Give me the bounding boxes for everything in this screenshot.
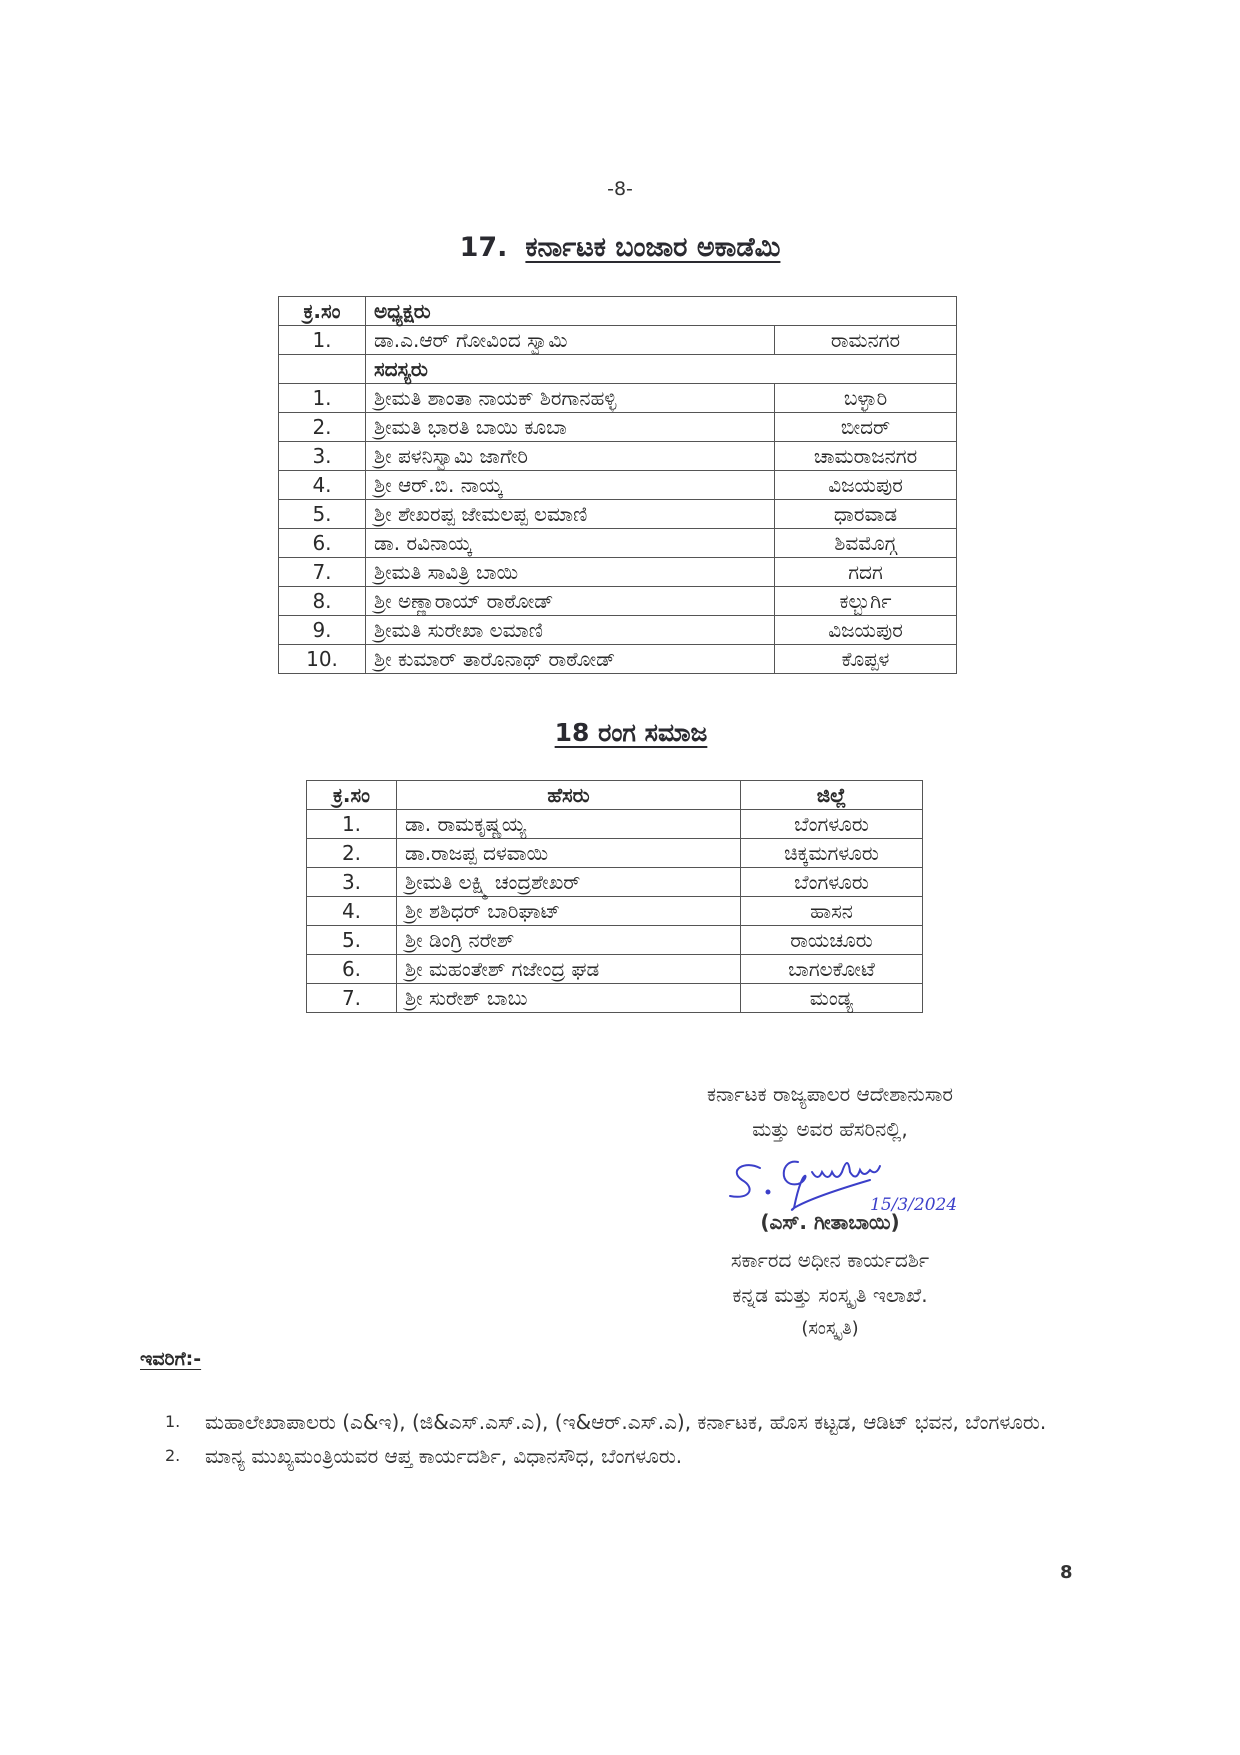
col-sl-header: ಕ್ರ.ಸಂ — [279, 297, 366, 326]
name-cell: ಡಾ.ರಾಜಪ್ಪ ದಳವಾಯಿ — [397, 839, 741, 868]
sl-cell: 4. — [307, 897, 397, 926]
sl-cell: 6. — [279, 529, 366, 558]
sl-cell: 1. — [279, 326, 366, 355]
table-row — [279, 529, 957, 558]
table-header-row — [307, 781, 923, 810]
sl-cell: 7. — [307, 984, 397, 1013]
table-row — [279, 442, 957, 471]
sl-cell: 1. — [279, 384, 366, 413]
section-17-title — [0, 232, 1240, 264]
district-cell: ಬೆಂಗಳೂರು — [741, 868, 923, 897]
signature-stroke-g — [784, 1162, 870, 1210]
sl-cell: 5. — [279, 500, 366, 529]
sl-cell: 9. — [279, 616, 366, 645]
district-cell: ಗದಗ — [775, 558, 957, 587]
name-cell: ಶ್ರೀ ಶೇಖರಪ್ಪ ಜೇಮಲಪ್ಪ ಲಮಾಣಿ — [366, 500, 775, 529]
signatory-subdepartment: (ಸಂಸ್ಕೃತಿ) — [801, 1318, 859, 1339]
handwritten-signature — [720, 1148, 980, 1218]
item-text: ಮಾನ್ಯ ಮುಖ್ಯಮಂತ್ರಿಯವರ ಆಪ್ತ ಕಾರ್ಯದರ್ಶಿ, ವಿಧಾನಸೌಧ, ಬೆಂಗಳೂರು. — [205, 1444, 683, 1468]
col-name-header: ಹೆಸರು — [397, 781, 741, 810]
name-cell: ಶ್ರೀಮತಿ ಸುರೇಖಾ ಲಮಾಣಿ — [366, 616, 775, 645]
district-cell: ಬೆಂಗಳೂರು — [741, 810, 923, 839]
signature-dot — [767, 1191, 770, 1194]
name-cell: ಡಾ. ರವಿನಾಯ್ಕ — [366, 529, 775, 558]
table-row — [307, 897, 923, 926]
distribution-item — [165, 1439, 1095, 1473]
item-number: 2. — [165, 1446, 181, 1465]
sl-cell: 3. — [279, 442, 366, 471]
sl-cell: 4. — [279, 471, 366, 500]
sl-cell: 6. — [307, 955, 397, 984]
name-cell: ಶ್ರೀಮತಿ ಶಾಂತಾ ನಾಯಕ್ ಶಿರಗಾನಹಳ್ಳಿ — [366, 384, 775, 413]
sl-cell: 5. — [307, 926, 397, 955]
table-row — [307, 868, 923, 897]
district-cell: ಬಾಗಲಕೋಟೆ — [741, 955, 923, 984]
district-cell: ಕೊಪ್ಪಳ — [775, 645, 957, 674]
page-footer-number: 8 — [1060, 1562, 1073, 1583]
sl-cell: 2. — [279, 413, 366, 442]
order-line-2: ಮತ್ತು ಅವರ ಹೆಸರಿನಲ್ಲಿ, — [752, 1117, 908, 1141]
item-number: 1. — [165, 1412, 181, 1431]
name-cell: ಶ್ರೀ ಅಣ್ಣಾರಾಯ್ ರಾಠೋಡ್ — [366, 587, 775, 616]
table-row — [307, 926, 923, 955]
district-cell: ಶಿವಮೊಗ್ಗ — [775, 529, 957, 558]
district-cell: ರಾಯಚೂರು — [741, 926, 923, 955]
name-cell: ಶ್ರೀಮತಿ ಲಕ್ಷ್ಮಿ ಚಂದ್ರಶೇಖರ್ — [397, 868, 741, 897]
banjara-academy-table — [278, 296, 957, 674]
order-line-1: ಕರ್ನಾಟಕ ರಾಜ್ಯಪಾಲರ ಆದೇಶಾನುಸಾರ — [706, 1082, 953, 1106]
table-row — [307, 984, 923, 1013]
name-cell: ಶ್ರೀ ಪಳನಿಸ್ವಾಮಿ ಜಾಗೇರಿ — [366, 442, 775, 471]
signature-stroke-name — [812, 1163, 880, 1177]
district-cell: ವಿಜಯಪುರ — [775, 616, 957, 645]
table-header-row — [279, 297, 957, 326]
ranga-samaja-table — [306, 780, 923, 1013]
table-row — [279, 587, 957, 616]
item-text: ಮಹಾಲೇಖಾಪಾಲರು (ಎ&ಇ), (ಜಿ&ಎಸ್.ಎಸ್.ಎ), (ಇ&ಆರ್.ಎಸ್.ಎ), ಕರ್ನಾಟಕ, ಹೊಸ ಕಟ್ಟಡ, ಆಡಿಟ್ ಭವನ, ಬೆಂಗಳೂರು. — [205, 1410, 1047, 1434]
col-sl-header: ಕ್ರ.ಸಂ — [307, 781, 397, 810]
signatory-department: ಕನ್ನಡ ಮತ್ತು ಸಂಸ್ಕೃತಿ ಇಲಾಖೆ. — [732, 1283, 928, 1307]
table-row — [279, 558, 957, 587]
members-heading: ಸದಸ್ಯರು — [366, 355, 957, 384]
page-header-number: -8- — [607, 178, 633, 200]
sl-cell: 10. — [279, 645, 366, 674]
members-heading-row — [279, 355, 957, 384]
district-cell: ಮಂಡ್ಯ — [741, 984, 923, 1013]
table-row — [279, 471, 957, 500]
distribution-heading: ಇವರಿಗೆ:- — [140, 1348, 202, 1370]
district-cell: ಚಾಮರಾಜನಗರ — [775, 442, 957, 471]
table-row — [279, 384, 957, 413]
name-cell: ಶ್ರೀ ಸುರೇಶ್ ಬಾಬು — [397, 984, 741, 1013]
district-cell: ಧಾರವಾಡ — [775, 500, 957, 529]
sl-cell: 2. — [307, 839, 397, 868]
col-district-header: ಜಿಲ್ಲೆ — [741, 781, 923, 810]
sl-cell: 3. — [307, 868, 397, 897]
signatory-name: (ಎಸ್. ಗೀತಾಬಾಯಿ) — [760, 1210, 900, 1234]
name-cell: ಡಾ. ರಾಮಕೃಷ್ಣಯ್ಯ — [397, 810, 741, 839]
table-row — [279, 413, 957, 442]
empty-cell — [279, 355, 366, 384]
section-18-heading: 18 ರಂಗ ಸಮಾಜ — [554, 718, 708, 747]
district-cell: ಬೀದರ್ — [775, 413, 957, 442]
name-cell: ಶ್ರೀ ಶಶಿಧರ್ ಬಾರಿಘಾಟ್ — [397, 897, 741, 926]
district-cell: ಕಲ್ಬುರ್ಗಿ — [775, 587, 957, 616]
district-cell: ವಿಜಯಪುರ — [775, 471, 957, 500]
section-18-title — [0, 718, 1240, 748]
signature-date: 15/3/2024 — [870, 1195, 958, 1215]
district-cell: ರಾಮನಗರ — [775, 326, 957, 355]
table-row — [307, 955, 923, 984]
section-17-heading: ಕರ್ನಾಟಕ ಬಂಜಾರ ಅಕಾಡೆಮಿ — [525, 232, 781, 263]
name-cell: ಶ್ರೀ ಡಿಂಗ್ರಿ ನರೇಶ್ — [397, 926, 741, 955]
sl-cell: 1. — [307, 810, 397, 839]
table-row — [279, 500, 957, 529]
sl-cell: 8. — [279, 587, 366, 616]
name-cell: ಶ್ರೀಮತಿ ಭಾರತಿ ಬಾಯಿ ಕೂಬಾ — [366, 413, 775, 442]
name-cell: ಶ್ರೀಮತಿ ಸಾವಿತ್ರಿ ಬಾಯಿ — [366, 558, 775, 587]
sl-cell: 7. — [279, 558, 366, 587]
district-cell: ಹಾಸನ — [741, 897, 923, 926]
name-cell: ಡಾ.ಎ.ಆರ್ ಗೋವಿಂದ ಸ್ವಾಮಿ — [366, 326, 775, 355]
table-row — [307, 839, 923, 868]
district-cell: ಚಿಕ್ಕಮಗಳೂರು — [741, 839, 923, 868]
name-cell: ಶ್ರೀ ಆರ್.ಬಿ. ನಾಯ್ಕ — [366, 471, 775, 500]
name-cell: ಶ್ರೀ ಮಹಂತೇಶ್ ಗಜೇಂದ್ರ ಘಡ — [397, 955, 741, 984]
chairman-heading: ಅಧ್ಯಕ್ಷರು — [366, 297, 957, 326]
table-row — [307, 810, 923, 839]
distribution-item — [165, 1405, 1095, 1439]
district-cell: ಬಳ್ಳಾರಿ — [775, 384, 957, 413]
chairman-row — [279, 326, 957, 355]
signature-stroke-s — [730, 1165, 760, 1197]
signatory-designation: ಸರ್ಕಾರದ ಅಧೀನ ಕಾರ್ಯದರ್ಶಿ — [730, 1248, 930, 1272]
name-cell: ಶ್ರೀ ಕುಮಾರ್ ತಾರೊನಾಥ್ ರಾಠೋಡ್ — [366, 645, 775, 674]
table-row — [279, 616, 957, 645]
table-row — [279, 645, 957, 674]
section-17-number: 17. — [459, 232, 508, 263]
distribution-list — [165, 1405, 1095, 1473]
